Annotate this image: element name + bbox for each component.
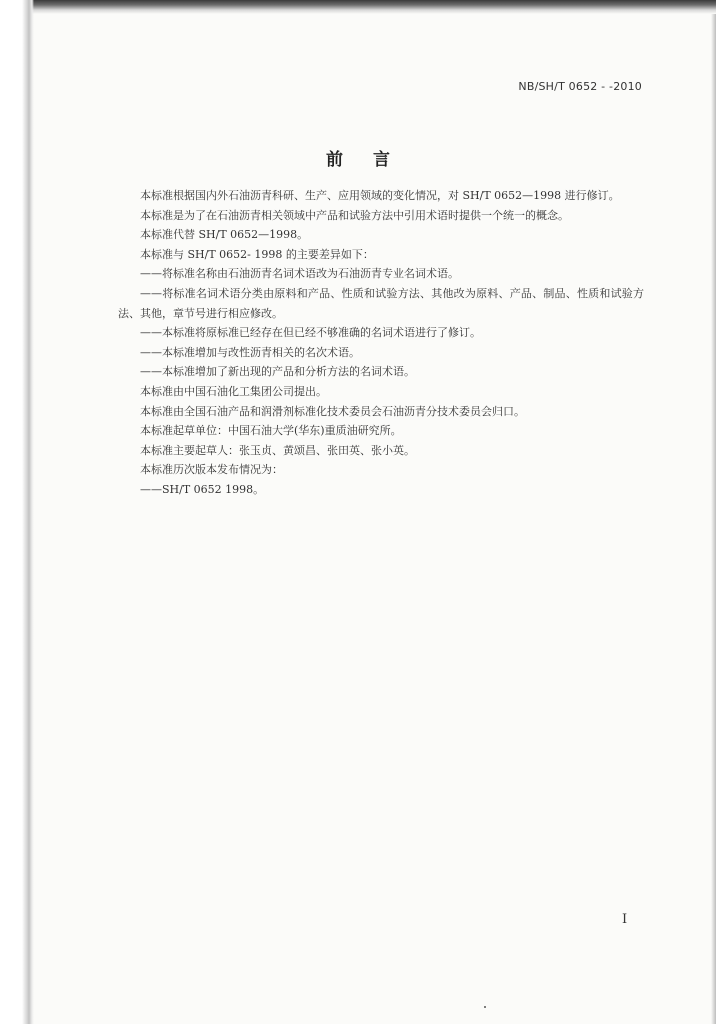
difference-item: ——将标准名称由石油沥青名词术语改为石油沥青专业名词术语。 bbox=[140, 267, 459, 281]
paragraph-differences-intro: 本标准与 SH/T 0652- 1998 的主要差异如下： bbox=[140, 247, 374, 261]
difference-item: ——本标准增加与改性沥青相关的名次术语。 bbox=[140, 345, 360, 359]
paragraph-purpose: 本标准是为了在石油沥青相关领域中产品和试验方法中引用术语时提供一个统一的概念。 bbox=[140, 208, 569, 222]
difference-item: ——本标准将原标准已经存在但已经不够准确的名词术语进行了修订。 bbox=[140, 326, 481, 340]
scan-speck bbox=[484, 1006, 486, 1008]
paragraph-drafting-unit: 本标准起草单位：中国石油大学(华东)重质油研究所。 bbox=[140, 424, 402, 438]
paragraph-replaces: 本标准代替 SH/T 0652—1998。 bbox=[140, 228, 309, 242]
foreword-body bbox=[118, 186, 644, 500]
page-title: 前言 bbox=[326, 150, 420, 170]
difference-item: ——本标准增加了新出现的产品和分析方法的名词术语。 bbox=[140, 365, 415, 379]
paragraph-proposer: 本标准由中国石油化工集团公司提出。 bbox=[140, 384, 327, 398]
page-number: I bbox=[622, 912, 628, 927]
difference-item: ——将标准名词术语分类由原料和产品、性质和试验方法、其他改为原料、产品、制品、性质和试验方法、其他，章节号进行相应修改。 bbox=[118, 286, 644, 320]
document-code: NB/SH/T 0652 - -2010 bbox=[518, 80, 642, 93]
history-item: ——SH/T 0652 1998。 bbox=[140, 482, 265, 496]
paragraph-committee: 本标准由全国石油产品和润滑剂标准化技术委员会石油沥青分技术委员会归口。 bbox=[140, 404, 525, 418]
paragraph-revision-basis: 本标准根据国内外石油沥青科研、生产、应用领域的变化情况，对 SH/T 0652—1998 进行修订。 bbox=[140, 189, 620, 202]
paragraph-drafters: 本标准主要起草人：张玉贞、黄颂昌、张田英、张小英。 bbox=[140, 443, 415, 457]
scan-top-edge bbox=[30, 0, 716, 14]
paragraph-history-intro: 本标准历次版本发布情况为： bbox=[140, 463, 283, 477]
